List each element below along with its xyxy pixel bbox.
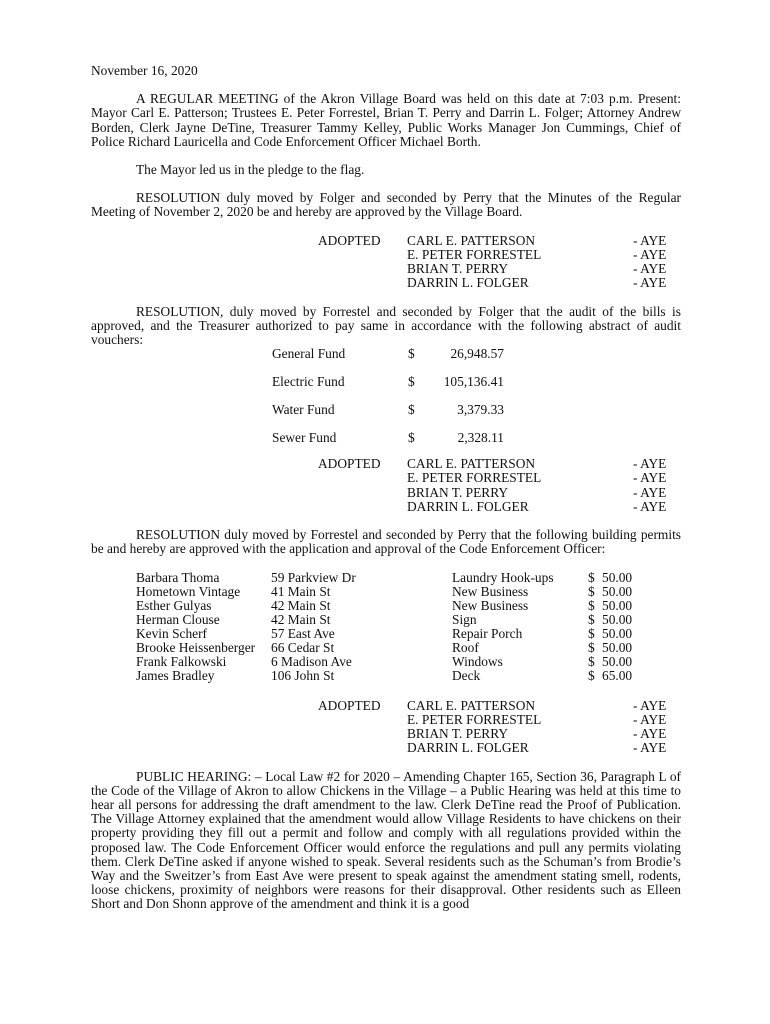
- paragraph-pledge: The Mayor led us in the pledge to the flag.: [136, 162, 365, 178]
- voter-name: BRIAN T. PERRY: [407, 484, 509, 500]
- fund-row: [272, 403, 532, 417]
- permit-fee: 50.00: [602, 653, 633, 669]
- fund-name: General Fund: [272, 346, 346, 362]
- permit-dollar: $: [588, 569, 595, 585]
- adopted-label: ADOPTED: [318, 456, 381, 472]
- permit-row: [136, 585, 656, 599]
- permit-row: [136, 669, 656, 683]
- vote-aye: - AYE: [633, 740, 667, 756]
- permit-fee: 50.00: [602, 625, 633, 641]
- adopted-label: ADOPTED: [318, 697, 381, 713]
- voter-name: E. PETER FORRESTEL: [407, 246, 542, 262]
- permit-fee: 65.00: [602, 667, 633, 683]
- fund-dollar: $: [408, 374, 415, 390]
- resolution-permits: RESOLUTION duly moved by Forrestel and seconded by Perry that the following building permits be and hereby are approved with the application and approval of the Code Enforcement Officer:: [91, 527, 681, 557]
- permit-type: Deck: [452, 667, 481, 683]
- permit-dollar: $: [588, 611, 595, 627]
- permit-address: 106 John St: [271, 667, 335, 683]
- permit-type: Windows: [452, 653, 503, 669]
- fund-dollar: $: [408, 346, 415, 362]
- permit-row: [136, 641, 656, 655]
- voter-name: DARRIN L. FOLGER: [407, 275, 529, 291]
- fund-dollar: $: [408, 430, 415, 446]
- vote-block-3: [91, 699, 681, 756]
- voter-name: E. PETER FORRESTEL: [407, 470, 542, 486]
- permit-type: Roof: [452, 639, 479, 655]
- vote-aye: - AYE: [633, 470, 667, 486]
- fund-name: Water Fund: [272, 402, 335, 418]
- fund-name: Electric Fund: [272, 374, 345, 390]
- resolution-minutes: RESOLUTION duly moved by Folger and seconded by Perry that the Minutes of the Regular Meeting of November 2, 2020 be and hereby are approved by the Village Board.: [91, 190, 681, 220]
- vote-aye: - AYE: [633, 275, 667, 291]
- permit-row: [136, 613, 656, 627]
- permit-applicant: Brooke Heissenberger: [136, 639, 256, 655]
- permit-fee: 50.00: [602, 639, 633, 655]
- fund-dollar: $: [408, 402, 415, 418]
- permit-row: [136, 655, 656, 669]
- permit-applicant: Herman Clouse: [136, 611, 220, 627]
- fund-amount: 26,948.57: [450, 346, 504, 362]
- permit-address: 41 Main St: [271, 583, 331, 599]
- vote-aye: - AYE: [633, 726, 667, 742]
- voter-name: E. PETER FORRESTEL: [407, 711, 542, 727]
- permit-row: [136, 571, 656, 585]
- fund-row: [272, 431, 532, 445]
- permit-address: 57 East Ave: [271, 625, 335, 641]
- permit-applicant: Esther Gulyas: [136, 597, 212, 613]
- permit-type: Repair Porch: [452, 625, 523, 641]
- fund-amount: 2,328.11: [457, 430, 504, 446]
- permit-address: 42 Main St: [271, 611, 331, 627]
- permit-address: 59 Parkview Dr: [271, 569, 356, 585]
- permit-applicant: Frank Falkowski: [136, 653, 227, 669]
- vote-aye: - AYE: [633, 232, 667, 248]
- voter-name: CARL E. PATTERSON: [407, 456, 536, 472]
- adopted-label: ADOPTED: [318, 232, 381, 248]
- permit-address: 6 Madison Ave: [271, 653, 352, 669]
- permit-dollar: $: [588, 653, 595, 669]
- fund-row: [272, 347, 532, 361]
- meeting-date: November 16, 2020: [91, 63, 198, 78]
- permit-applicant: Kevin Scherf: [136, 625, 208, 641]
- permit-applicant: Hometown Vintage: [136, 583, 241, 599]
- vote-block-2: [91, 457, 681, 514]
- permit-type: New Business: [452, 597, 529, 613]
- fund-table: [91, 347, 681, 457]
- permit-applicant: James Bradley: [136, 667, 215, 683]
- public-hearing-paragraph: PUBLIC HEARING: – Local Law #2 for 2020 – Amending Chapter 165, Section 36, Paragraph L of the Code of the Village of Akron to allow Chickens in the Village – a Public Hearing was held at this time to hear all persons for addressing the draft amendment to the law. Clerk DeTine read the Proof of Publication. The Village Attorney explained that the amendment would allow Village Residents to have chickens on their property providing they fill out a permit and follow and comply with all regulations provided within the proposed law. The Code Enforcement Officer would enforce the regulations and pull any permits violating them. Clerk DeTine asked if anyone wished to speak. Several residents such as the Schuman’s from Brodie’s Way and the Sweitzer’s from East Ave were present to speak against the amendment stating smell, rodents, loose chickens, proximity of neighbors were reasons for their disapproval. Other residents such as Elleen Short and Don Shonn approve of the amendment and think it is a good: [91, 768, 681, 912]
- permit-address: 42 Main St: [271, 597, 331, 613]
- permit-table: [91, 571, 681, 685]
- paragraph-attendance: A REGULAR MEETING of the Akron Village Board was held on this date at 7:03 p.m. Present: Mayor Carl E. Patterson; Trustees E. Peter Forrestel, Brian T. Perry and Darrin L. Folger; Attorney Andrew Borden, Clerk Jayne DeTine, Treasurer Tammy Kelley, Public Works Manager Jon Cummings, Chief of Police Richard Lauricella and Code Enforcement Officer Michael Borth.: [91, 91, 681, 149]
- fund-row: [272, 375, 532, 389]
- vote-aye: - AYE: [633, 246, 667, 262]
- permit-dollar: $: [588, 583, 595, 599]
- permit-address: 66 Cedar St: [271, 639, 335, 655]
- permit-dollar: $: [588, 639, 595, 655]
- voter-name: BRIAN T. PERRY: [407, 726, 509, 742]
- permit-type: Sign: [452, 611, 477, 627]
- permit-fee: 50.00: [602, 611, 633, 627]
- vote-aye: - AYE: [633, 261, 667, 276]
- permit-fee: 50.00: [602, 569, 633, 585]
- fund-amount: 3,379.33: [457, 402, 504, 418]
- permit-type: Laundry Hook-ups: [452, 569, 554, 585]
- permit-applicant: Barbara Thoma: [136, 569, 220, 585]
- voter-name: BRIAN T. PERRY: [407, 261, 509, 276]
- vote-aye: - AYE: [633, 456, 667, 472]
- vote-block-1: [91, 234, 681, 291]
- voter-name: CARL E. PATTERSON: [407, 232, 536, 248]
- voter-name: CARL E. PATTERSON: [407, 697, 536, 713]
- permit-fee: 50.00: [602, 597, 633, 613]
- vote-aye: - AYE: [633, 711, 667, 727]
- permit-type: New Business: [452, 583, 529, 599]
- vote-aye: - AYE: [633, 484, 667, 500]
- voter-name: DARRIN L. FOLGER: [407, 740, 529, 756]
- permit-row: [136, 599, 656, 613]
- minutes-page: [91, 64, 681, 912]
- permit-dollar: $: [588, 667, 595, 683]
- voter-name: DARRIN L. FOLGER: [407, 498, 529, 514]
- permit-dollar: $: [588, 597, 595, 613]
- fund-name: Sewer Fund: [272, 430, 337, 446]
- permit-fee: 50.00: [602, 583, 633, 599]
- resolution-audit: RESOLUTION, duly moved by Forrestel and seconded by Folger that the audit of the bills is approved, and the Treasurer authorized to pay same in accordance with the following abstract of audit vouchers:: [91, 303, 681, 348]
- fund-amount: 105,136.41: [443, 374, 504, 390]
- permit-row: [136, 627, 656, 641]
- permit-dollar: $: [588, 625, 595, 641]
- vote-aye: - AYE: [633, 498, 667, 514]
- vote-aye: - AYE: [633, 697, 667, 713]
